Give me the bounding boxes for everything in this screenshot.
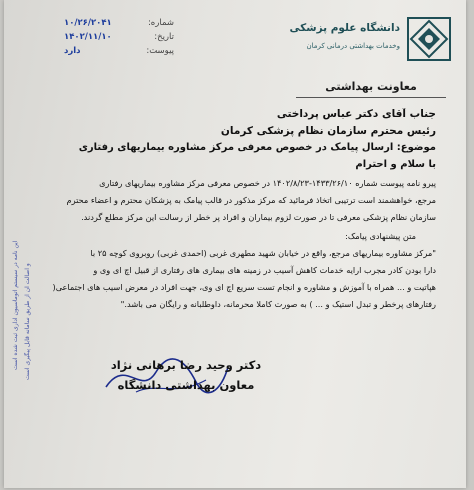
meta-date — [64, 32, 174, 46]
letter-page — [4, 0, 466, 488]
paragraph-line: مرجع، خواهشمند است ترتیبی اتخاذ فرمائید که مرکز مذکور در قالب پیامک به پزشکان محترم و اعضاء محترم — [66, 195, 436, 205]
recipient-name: جناب آقای دکتر عباس پرداختی — [276, 108, 436, 120]
sms-line: "مرکز مشاوره بیماریهای مرجع، واقع در خیابان شهید مطهری غربی (احمدی غربی) روبروی کوچه ۲۵ با — [90, 248, 436, 258]
signatory-name: دکتر وحید رضا برهانی نژاد — [110, 358, 262, 372]
meta-attachment — [64, 46, 174, 60]
signatory-title: معاون بهداشتی دانشگاه — [117, 378, 255, 392]
meta-value: ۱۴۰۲/۱۱/۱۰ — [64, 32, 112, 42]
letterhead — [282, 16, 452, 72]
side-note: و اصالت آن از طریق سامانه قابل پیگیری است — [24, 263, 31, 380]
sms-line: رفتارهای پرخطر و تبدل استیک و ... ) به صورت کاملا محرمانه، داوطلبانه و رایگان می باشد." — [120, 299, 436, 309]
greeting: با سلام و احترام — [355, 159, 436, 170]
university-logo-icon — [406, 16, 452, 62]
university-name: دانشگاه علوم پزشکی — [289, 22, 400, 34]
paragraph-line: سازمان نظام پزشکی معرفی تا در صورت لزوم بیماران و افراد پر خطر از رسالت این مرکز مطلع گردند. — [81, 212, 436, 222]
signature-block — [96, 358, 276, 392]
sms-line: دارا بودن کادر مجرب ارایه خدمات کاهش آسیب در زمینه های بیماری های رفتاری از قبیل اچ ای وی و — [93, 265, 436, 275]
recipient-title: رئیس محترم سازمان نظام پزشکی کرمان — [220, 125, 436, 137]
letter-meta — [64, 18, 174, 60]
meta-value: دارد — [64, 46, 81, 56]
department-title: معاونت بهداشتی — [325, 80, 417, 93]
letter-body — [36, 108, 436, 316]
sms-intro: متن پیشنهادی پیامک: — [345, 231, 416, 241]
divider — [296, 97, 446, 98]
sms-line: هپاتیت و ... همراه با آموزش و مشاوره و انجام تست سریع اچ ای وی، جهت افراد در معرض اسیب های اجتماعی( — [52, 282, 436, 292]
meta-number — [64, 18, 174, 32]
subject-line: موضوع: ارسال پیامک در خصوص معرفی مرکز مشاوره بیماریهای رفتاری — [78, 142, 436, 153]
side-note: این نامه در سیستم اتوماسیون اداری ثبت شده است — [12, 240, 19, 370]
meta-value: ۱۰/۲۶/۲۰۴۱ — [64, 18, 112, 28]
university-subtitle: وخدمات بهداشتی درمانی کرمان — [306, 42, 400, 50]
meta-label: تاریخ: — [154, 32, 174, 42]
meta-label: شماره: — [147, 18, 174, 28]
meta-label: پیوست: — [146, 46, 174, 56]
paragraph-line: پیرو نامه پیوست شماره ۱۴۳۳/۲۶/۱۰-۱۴۰۲/۸/۲۳ در خصوص معرفی مرکز مشاوره بیماریهای رفتاری — [99, 178, 436, 188]
